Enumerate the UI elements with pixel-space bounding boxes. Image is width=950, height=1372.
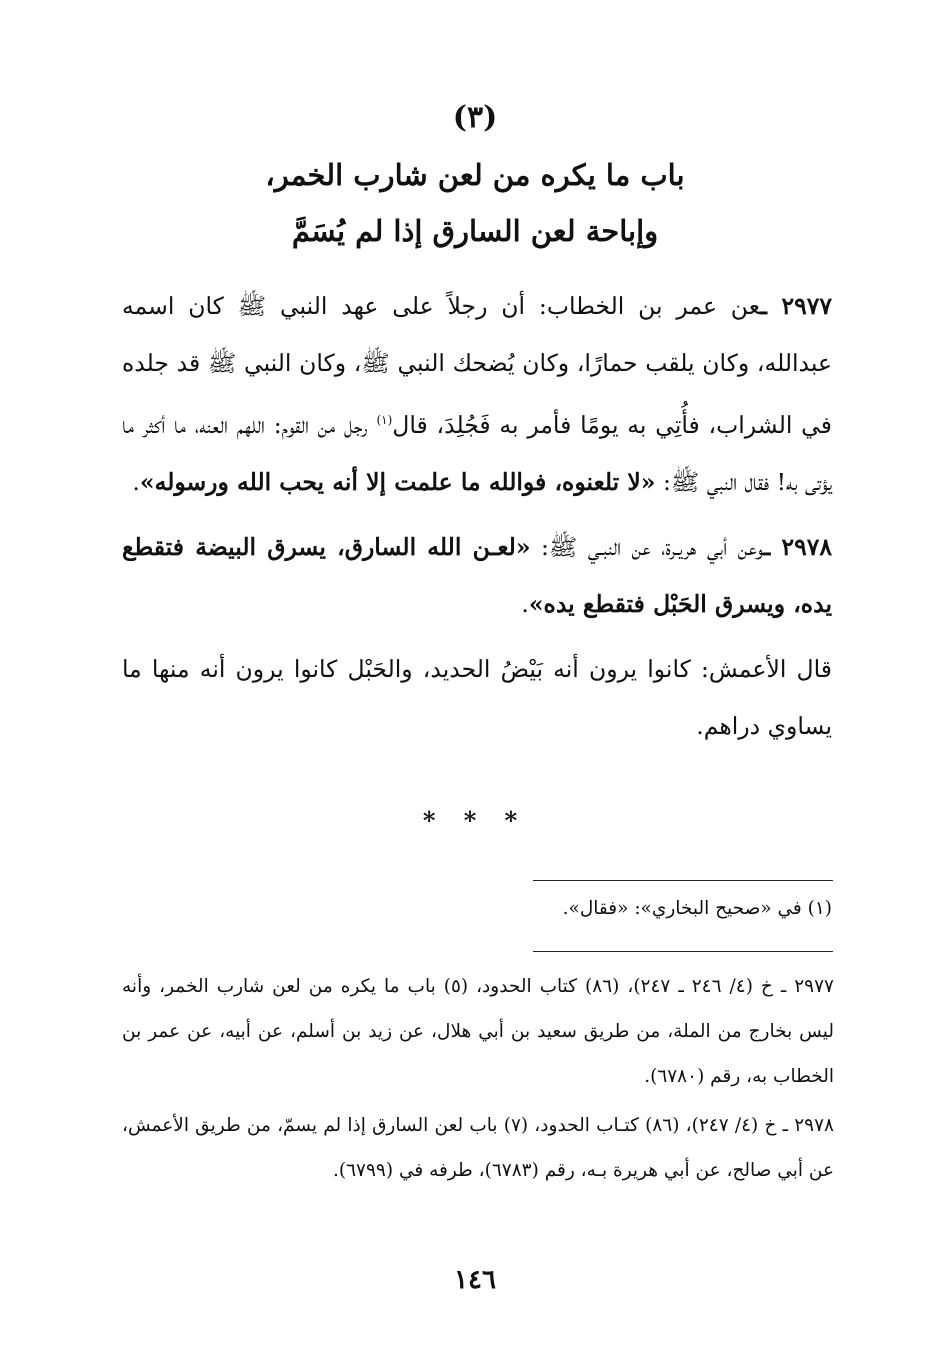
chapter-title-line-2: وإباحة لعن السارق إذا لم يُسَمَّ bbox=[291, 214, 659, 248]
takhrij-notes bbox=[122, 964, 834, 1193]
section-separator: * * * bbox=[422, 806, 528, 835]
hadith-end: . bbox=[521, 589, 529, 618]
page-number: ١٤٦ bbox=[454, 1265, 496, 1295]
chapter-title-line-1: باب ما يكره من لعن شارب الخمر، bbox=[265, 158, 685, 192]
footnote-1: (١) في «صحيح البخاري»: «فقال». bbox=[562, 898, 832, 919]
hadith-2978 bbox=[122, 519, 832, 633]
chapter-number: (٣) bbox=[452, 100, 498, 135]
hadith-number: ٢٩٧٧ ـ bbox=[760, 292, 832, 320]
hadith-number: ٢٩٧٨ ـ bbox=[763, 532, 832, 561]
main-text bbox=[122, 278, 832, 755]
notes-rule bbox=[533, 951, 833, 952]
hadith-text: وعن أبي هريـرة، عن النبـي ﷺ: bbox=[530, 532, 764, 561]
footnote-rule bbox=[533, 880, 833, 881]
note-2978: ٢٩٧٨ ـ خ (٤/ ٢٤٧)، (٨٦) كتـاب الحدود، (٧) باب لعن السارق إذا لم يسمّ، من طريق الأعمش، عن أبي صالح، عن أبي هريرة بـه، رقم (٦٧٨٣)، طرفه في (٦٧٩٩). bbox=[122, 1115, 834, 1181]
prophetic-quote: «لعـن الله السارق، يسرق البيضة فتقطع يده، ويسرق الحَبْل فتقطع يده» bbox=[122, 532, 832, 618]
athar-alamash: قال الأعمش: كانوا يرون أنه بَيْضُ الحديد، والحَبْل كانوا يرون أنه منها ما يساوي دراهم. bbox=[122, 654, 832, 740]
hadith-end: . bbox=[132, 467, 140, 496]
prophetic-quote: «لا تلعنوه، فوالله ما علمت إلا أنه يحب الله ورسوله» bbox=[139, 467, 656, 496]
hadith-text: عن عمر بن الخطاب: أن رجلاً على عهد النبي ﷺ كان اسمه عبدالله، وكان يلقب حمارًا، وكان يُضحك النبي ﷺ، وكان النبي ﷺ قد جلده في الشراب، فأُتِي به يومًا فأمر به فَجُلِدَ، قال bbox=[122, 292, 832, 439]
hadith-2977 bbox=[122, 278, 832, 511]
footnote-reference[interactable]: (١) bbox=[376, 413, 393, 427]
hadith-text: رجل من القوم: اللهم العنه، ما أكثر ما يؤتى به! فقال النبي ﷺ: bbox=[122, 410, 832, 496]
note-2977: ٢٩٧٧ ـ خ (٤/ ٢٤٦ ـ ٢٤٧)، (٨٦) كتاب الحدود، (٥) باب ما يكره من لعن شارب الخمر، وأنه ليس بخارج من الملة، من طريق سعيد بن أبي هلال، عن زيد بن أسلم، عن أبيه، عن عمر بن الخطاب به، رقم (٦٧٨٠). bbox=[122, 976, 834, 1087]
